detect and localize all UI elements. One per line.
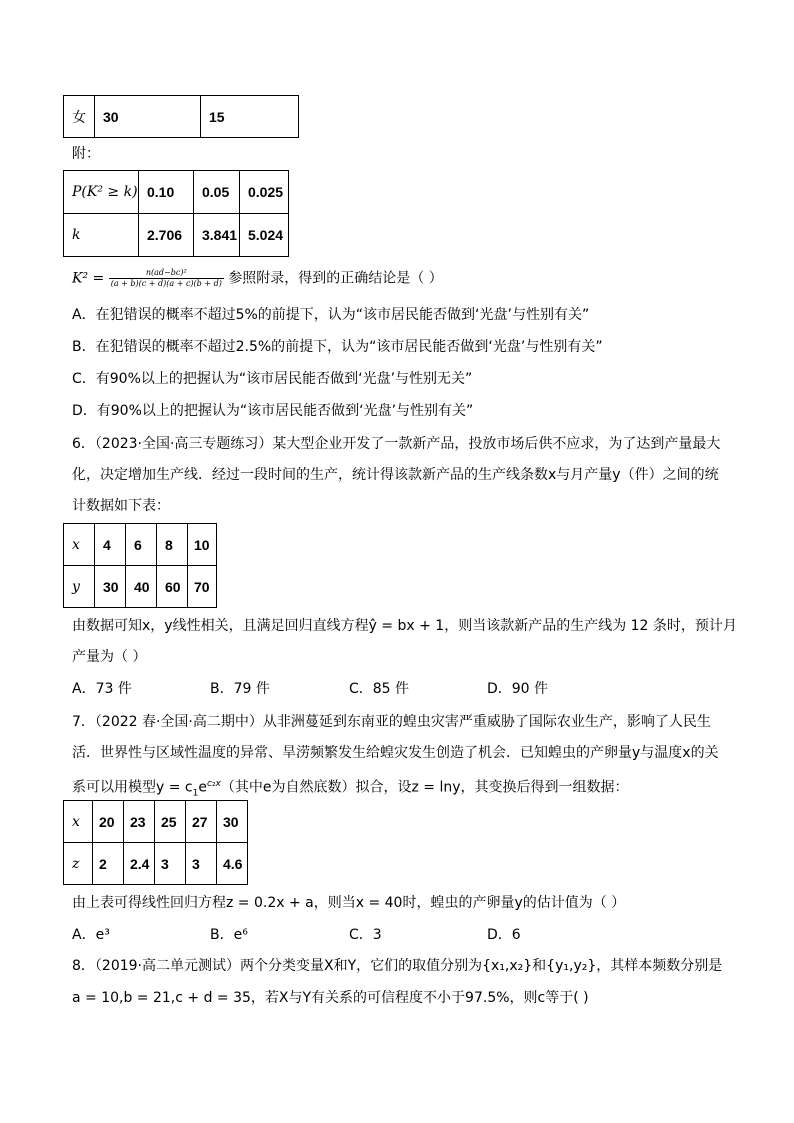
table-cell: 4 bbox=[95, 524, 126, 566]
formula-tail: 参照附录，得到的正确结论是（ ） bbox=[228, 270, 443, 287]
table-cell: z bbox=[64, 843, 93, 885]
table-cell: 15 bbox=[201, 96, 299, 138]
table-cell: P(K² ≥ k) bbox=[64, 171, 139, 214]
q6-data-table bbox=[63, 523, 217, 608]
table-cell: 3 bbox=[186, 843, 217, 885]
q6-options bbox=[72, 679, 722, 699]
table-cell: 0.025 bbox=[240, 171, 289, 214]
formula-lhs: K² = bbox=[72, 270, 105, 287]
model-text: 系可以用模型y = c bbox=[72, 779, 193, 796]
table-cell: 30 bbox=[95, 96, 201, 138]
model-tail: （其中e为自然底数）拟合，设z = lny，其变换后得到一组数据： bbox=[220, 779, 629, 796]
table-cell: 3.841 bbox=[194, 214, 240, 257]
chi-square-formula bbox=[72, 268, 443, 289]
table-cell: 30 bbox=[95, 566, 126, 608]
option-a: A．在犯错误的概率不超过5%的前提下，认为“该市居民能否做到‘光盘’与性别有关” bbox=[72, 307, 590, 323]
question-6-line: 6．（2023·全国·高三专题练习）某大型企业开发了一款新产品，投放市场后供不应求，为了达到产量最大 bbox=[72, 436, 721, 452]
table-cell: x bbox=[64, 801, 93, 843]
question-8-line: 8．（2019·高二单元测试）两个分类变量X和Y，它们的取值分别为{x₁,x₂}和{y₁,y₂}，其样本频数分别是 bbox=[72, 958, 723, 974]
table-cell: 8 bbox=[157, 524, 188, 566]
table-cell: 27 bbox=[186, 801, 217, 843]
table-cell: 40 bbox=[126, 566, 157, 608]
option-b: B．79 件 bbox=[210, 681, 270, 697]
question-6-line: 产量为（ ） bbox=[72, 649, 147, 665]
q7-data-table bbox=[63, 800, 248, 885]
table-cell: 4.6 bbox=[217, 843, 248, 885]
question-7-line: 由上表可得线性回归方程z = 0.2x + a，则当x = 40时，蝗虫的产卵量y的估计值为（ ） bbox=[72, 895, 626, 911]
option-b: B．在犯错误的概率不超过2.5%的前提下，认为“该市居民能否做到‘光盘’与性别有关” bbox=[72, 339, 603, 355]
table-cell: 2.4 bbox=[124, 843, 155, 885]
option-d: D．90 件 bbox=[487, 681, 549, 697]
table-cell: 女 bbox=[64, 96, 95, 138]
option-c: C．有90%以上的把握认为“该市居民能否做到‘光盘’与性别无关” bbox=[72, 371, 473, 387]
table-cell: 3 bbox=[155, 843, 186, 885]
table-cell: y bbox=[64, 566, 95, 608]
table-cell: 25 bbox=[155, 801, 186, 843]
option-a: A．73 件 bbox=[72, 681, 132, 697]
option-d: D．有90%以上的把握认为“该市居民能否做到‘光盘’与性别有关” bbox=[72, 403, 474, 419]
q7-options bbox=[72, 925, 722, 945]
question-7-line: 7．（2022 春·全国·高二期中）从非洲蔓延到东南亚的蝗虫灾害严重威胁了国际农业生产，影响了人民生 bbox=[72, 714, 711, 730]
table-cell: x bbox=[64, 524, 95, 566]
table-cell: 6 bbox=[126, 524, 157, 566]
table-cell: 20 bbox=[93, 801, 124, 843]
option-b: B．e⁶ bbox=[210, 927, 248, 943]
table-cell: 10 bbox=[188, 524, 217, 566]
table-cell: 30 bbox=[217, 801, 248, 843]
table-cell: 60 bbox=[157, 566, 188, 608]
option-c: C．3 bbox=[349, 927, 382, 943]
formula-denominator: (a + b)(c + d)(a + c)(b + d) bbox=[110, 279, 222, 288]
question-7-line: 活．世界性与区域性温度的异常、旱涝频繁发生给蝗灾发生创造了机会．已知蝗虫的产卵量y与温度x的关 bbox=[72, 745, 719, 761]
question-6-line: 化，决定增加生产线．经过一段时间的生产，统计得该款新产品的生产线条数x与月产量y（件）之间的统 bbox=[72, 467, 719, 483]
option-a: A．e³ bbox=[72, 927, 110, 943]
option-c: C．85 件 bbox=[349, 681, 410, 697]
k-square-table bbox=[63, 170, 289, 257]
gender-table bbox=[63, 95, 299, 138]
table-cell: 2.706 bbox=[139, 214, 194, 257]
table-cell: k bbox=[64, 214, 139, 257]
formula-fraction bbox=[109, 268, 224, 289]
option-d: D．6 bbox=[487, 927, 521, 943]
table-cell: 0.10 bbox=[139, 171, 194, 214]
question-6-line: 计数据如下表： bbox=[72, 498, 170, 514]
question-8-line: a = 10,b = 21,c + d = 35，若X与Y有关系的可信程度不小于97.5%，则c等于( ) bbox=[72, 990, 589, 1006]
table-cell: 70 bbox=[188, 566, 217, 608]
table-cell: 0.05 bbox=[194, 171, 240, 214]
table-cell: 5.024 bbox=[240, 214, 289, 257]
appendix-label: 附： bbox=[72, 146, 100, 162]
table-cell: 23 bbox=[124, 801, 155, 843]
table-cell: 2 bbox=[93, 843, 124, 885]
question-6-line: 由数据可知x，y线性相关，且满足回归直线方程ŷ = bx + 1，则当该款新产品的生产线为 12 条时，预计月 bbox=[72, 618, 737, 634]
question-7-line: 系可以用模型$y = c_1e^{c_2x}$（其中e为自然底数）拟合，设z = lny，其变换后得到一组数据： bbox=[72, 779, 629, 799]
formula-numerator: n(ad−bc)² bbox=[109, 268, 224, 279]
